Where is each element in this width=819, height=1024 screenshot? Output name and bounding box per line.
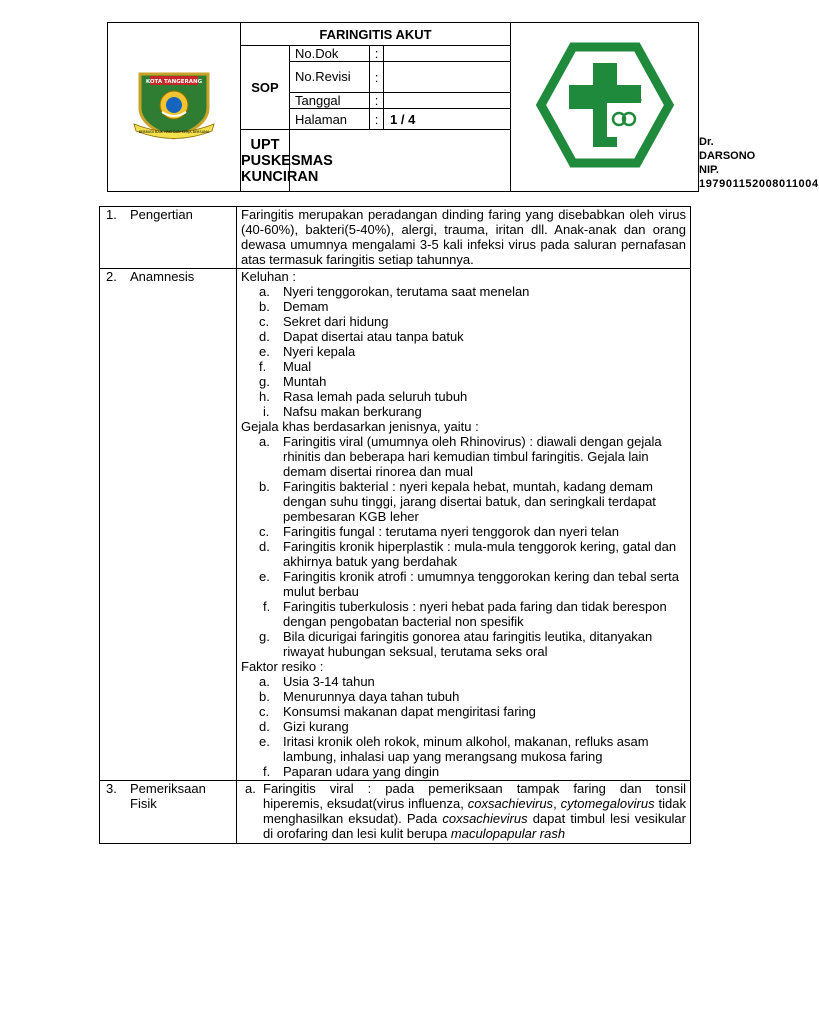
list-item: e. Iritasi kronik oleh rokok, minum alkohol, makanan, refluks asam lambung, inhalasi uap yang merangsang mukosa faring bbox=[259, 734, 649, 764]
field-label-tanggal: Tanggal bbox=[290, 93, 370, 109]
list-item: f. Faringitis tuberkulosis : nyeri hebat pada faring dan tidak berespon dengan pengobatan bacterial non spesifik bbox=[263, 599, 667, 629]
puskesmas-cross-icon bbox=[537, 43, 673, 167]
city-emblem-cell bbox=[108, 23, 241, 192]
section-pengertian: 1. Pengertian Faringitis merupakan peradangan dinding faring yang disebabkan oleh virus (40-60%), bakteri(5-40%), alergi, trauma, iritan dll. Anak-anak dan orang dewasa umumnya mengalami 3-5 kali infeksi virus pada saluran pernafasan atas termasuk faringitis setiap tahunnya. bbox=[100, 207, 691, 269]
section-anamnesis: 2. Anamnesis Keluhan : a. Nyeri tenggorokan, terutama saat menelan b. Demam c. Sekret dari hidung d. Dapat disertai atau tanpa batuk e. Nyeri kepala f. Mual g. Muntah h. Rasa lemah pada seluruh tubuh i. Nafsu makan berkurang Gejala khas berdasarkan jenisnya, yaitu : a. Faringitis viral (umumnya oleh Rhinovirus) : diawali dengan gejala rhinitis dan beberapa hari kemudian timbul faringitis. Gejala lain demam disertai rinorea dan mual b. Faringitis bakterial : nyeri kepala hebat, muntah, kadang demam dengan suhu tinggi, jarang disertai batuk, dan seringkali terdapat pembesaran KGB leher c. Faringitis fungal : terutama nyeri tenggorok dan nyeri telan d. Faringitis kronik hiperplastik : mula-mula tenggorok kering, gatal dan akhirnya batuk yang berdahak e. Faringitis kronik atrofi : umumnya tenggorokan kering dan tebal serta mulut berbau f. Faringitis tuberkulosis : nyeri hebat pada faring dan tidak berespon dengan pengobatan bacterial non spesifik g. Bila dicurigai faringitis gonorea atau faringitis leutika, ditanyakan riwayat hubungan seksual, terutama seks oral Faktor resiko : a. Usia 3-14 tahun b. Menurunnya daya tahan tubuh c. Konsumsi makanan dapat mengiritasi faring d. Gizi kurang e. Iritasi kronik oleh rokok, minum alkohol, makanan, refluks asam lambung, inhalasi uap yang merangsang mukosa faring f. Paparan udara yang dingin bbox=[100, 269, 691, 781]
field-value-halaman: 1 / 4 bbox=[384, 109, 511, 130]
puskesmas-logo-cell bbox=[511, 23, 699, 192]
field-label-no-dok: No.Dok bbox=[290, 46, 370, 62]
field-label-halaman: Halaman bbox=[290, 109, 370, 130]
section-title: Pemeriksaan Fisik bbox=[130, 781, 206, 811]
field-value-no-dok bbox=[384, 46, 511, 62]
list-item: c. Faringitis fungal : terutama nyeri tenggorok dan nyeri telan bbox=[259, 524, 620, 539]
list-item: i. Nafsu makan berkurang bbox=[263, 404, 422, 419]
section-pemeriksaan-fisik: 3. Pemeriksaan Fisik a. Faringitis viral : pada pemeriksaan tampak faring dan tonsil hiperemis, eksudat(virus influenza, coxsachievirus, cytomegalovirus tidak menghasilkan eksudat). Pada coxsachievirus dapat timbul lesi vesikular di orofaring dan lesi kulit berupa maculopapular rash bbox=[100, 781, 691, 844]
list-item: a. Usia 3-14 tahun bbox=[259, 674, 375, 689]
list-item: e. Faringitis kronik atrofi : umumnya tenggorokan kering dan tebal serta mulut berbau bbox=[259, 569, 679, 599]
list-item: f. Mual bbox=[259, 359, 312, 374]
list-item: e. Nyeri kepala bbox=[259, 344, 356, 359]
pengertian-text: Faringitis merupakan peradangan dinding faring yang disebabkan oleh virus (40-60%), bakteri(5-40%), alergi, trauma, iritan dll. Anak-anak dan orang dewasa umumnya mengalami 3-5 kali infeksi virus pada saluran pernafasan atas termasuk faringitis setiap tahunnya. bbox=[237, 207, 691, 269]
section-title: Pengertian bbox=[130, 207, 193, 222]
pemeriksaan-fisik-content bbox=[237, 781, 691, 844]
field-label-no-revisi: No.Revisi bbox=[290, 62, 370, 93]
faktor-list bbox=[241, 674, 686, 779]
list-item: c. Sekret dari hidung bbox=[259, 314, 389, 329]
sop-content-table bbox=[99, 206, 691, 844]
list-item: g. Bila dicurigai faringitis gonorea atau faringitis leutika, ditanyakan riwayat hubungan seksual, terutama seks oral bbox=[259, 629, 653, 659]
organization-name: UPT PUSKESMAS KUNCIRAN bbox=[241, 130, 290, 192]
city-emblem-logo bbox=[132, 68, 216, 142]
list-item: d. Gizi kurang bbox=[259, 719, 349, 734]
svg-text:KOTA TANGERANG: KOTA TANGERANG bbox=[145, 78, 203, 85]
list-item: a. Nyeri tenggorokan, terutama saat menelan bbox=[259, 284, 530, 299]
list-item: g. Muntah bbox=[259, 374, 327, 389]
list-item: a. Faringitis viral (umumnya oleh Rhinovirus) : diawali dengan gejala rhinitis dan beberapa hari kemudian timbul faringitis. Gejala lain demam disertai rinorea dan mual bbox=[259, 434, 662, 479]
sop-header: KOTA TANGERANG BERBUDI BAIK HAKI DAN KERJA BERSAMA FARINGITIS AKUT SOP No.Dok : No.Revisi : Tanggal : Halaman : 1 / 4 UPT PUSKESMAS KUNCIRAN Dr. DARSONO NIP. 197901152008011004 bbox=[107, 22, 699, 192]
list-item: a. Faringitis viral : pada pemeriksaan tampak faring dan tonsil bbox=[245, 781, 686, 796]
anamnesis-content bbox=[237, 269, 691, 781]
list-item: b. Menurunnya daya tahan tubuh bbox=[259, 689, 460, 704]
gejala-label: Gejala khas berdasarkan jenisnya, yaitu : bbox=[241, 419, 479, 434]
list-item: d. Faringitis kronik hiperplastik : mula-mula tenggorok kering, gatal dan akhirnya batuk yang berdahak bbox=[259, 539, 677, 569]
document-title: FARINGITIS AKUT bbox=[241, 23, 511, 46]
gejala-list bbox=[241, 434, 686, 659]
list-item: h. Rasa lemah pada seluruh tubuh bbox=[259, 389, 468, 404]
keluhan-list bbox=[241, 284, 686, 419]
faktor-label: Faktor resiko : bbox=[241, 659, 324, 674]
list-item: b. Faringitis bakterial : nyeri kepala hebat, muntah, kadang demam dengan suhu tinggi, jarang disertai batuk, dan seringkali terdapat pembesaran KGB leher bbox=[259, 479, 656, 524]
sop-label: SOP bbox=[241, 46, 290, 130]
list-item: b. Demam bbox=[259, 299, 329, 314]
field-value-no-revisi bbox=[384, 62, 511, 93]
list-item: f. Paparan udara yang dingin bbox=[263, 764, 440, 779]
list-item: c. Konsumsi makanan dapat mengiritasi faring bbox=[259, 704, 536, 719]
list-item: d. Dapat disertai atau tanpa batuk bbox=[259, 329, 464, 344]
svg-text:BERBUDI BAIK HAKI DAN KERJA BE: BERBUDI BAIK HAKI DAN KERJA BERSAMA bbox=[138, 129, 210, 134]
pemeriksaan-fisik-text: hiperemis, eksudat(virus influenza, coxsachievirus, cytomegalovirus tidak menghasilkan eksudat). Pada coxsachievirus dapat timbul lesi vesikular di orofaring dan lesi kulit berupa maculopapular rash bbox=[263, 796, 686, 841]
keluhan-label: Keluhan : bbox=[241, 269, 296, 284]
field-value-tanggal bbox=[384, 93, 511, 109]
section-title: Anamnesis bbox=[130, 269, 195, 284]
